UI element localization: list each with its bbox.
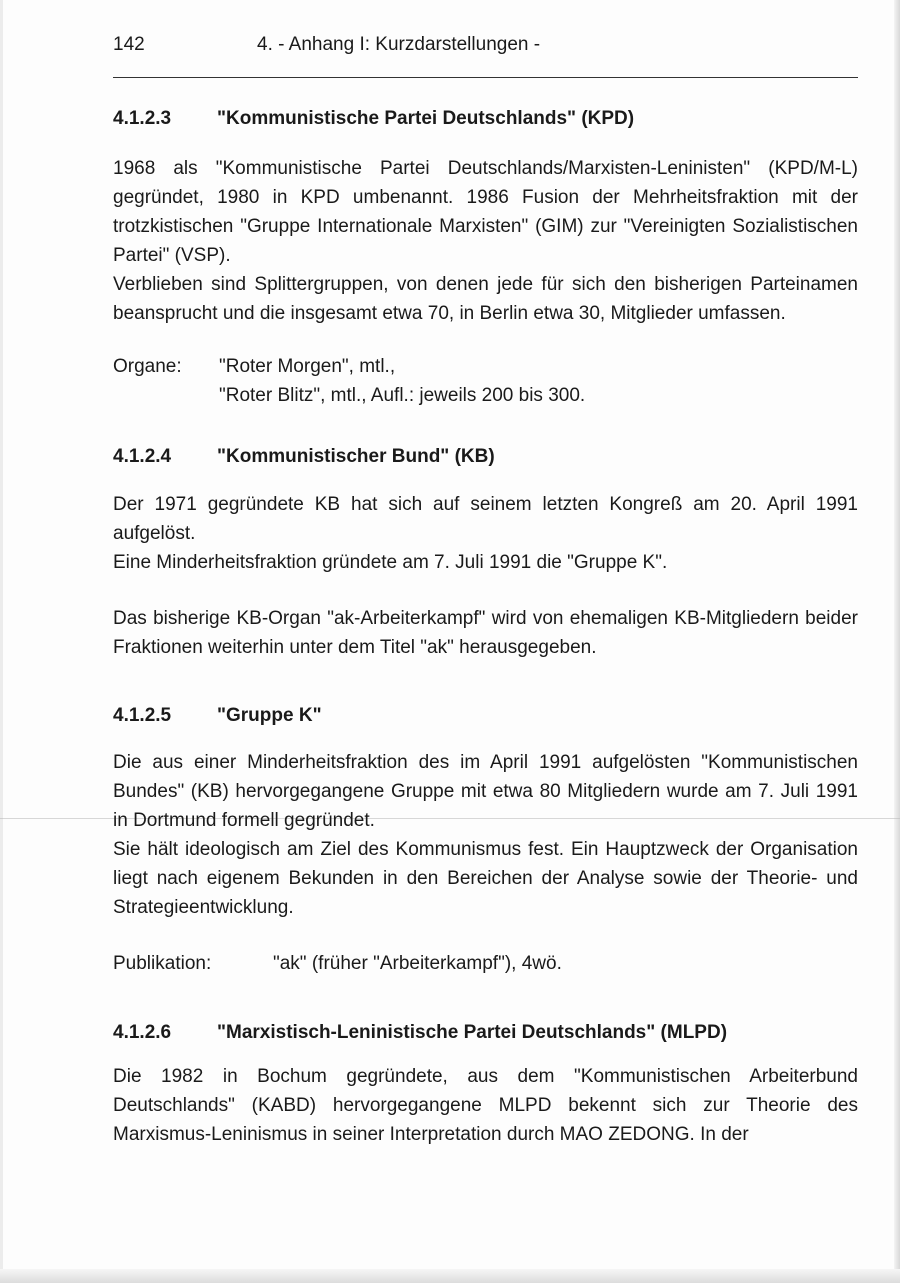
section-heading-gruppe-k [113, 705, 858, 730]
paragraph: Die 1982 in Bochum gegründete, aus dem "Kommunistischen Arbeiterbund Deutschlands" (KABD) hervorgegangene MLPD bekennt sich zur Theorie des Marxismus-Leninismus in seiner Interpretation durch MAO ZEDONG. In der [113, 1066, 858, 1145]
scan-edge-left [0, 0, 3, 1283]
header-rule [113, 77, 858, 78]
section-heading-mlpd [113, 1022, 858, 1047]
section-number: 4.1.2.3 [113, 108, 172, 129]
section-number: 4.1.2.5 [113, 705, 172, 726]
organe-line: "Roter Morgen", mtl., [219, 356, 396, 377]
paragraph: Der 1971 gegründete KB hat sich auf seinem letzten Kongreß am 20. April 1991 aufgelöst. [113, 494, 858, 544]
section-title: "Kommunistischer Bund" (KB) [217, 446, 495, 467]
section-title: "Kommunistische Partei Deutschlands" (KPD) [217, 108, 635, 129]
paragraph: 1968 als "Kommunistische Partei Deutschlands/Marxisten-Leninisten" (KPD/M-L) gegründet, 1980 in KPD umbenannt. 1986 Fusion der Mehrheitsfraktion mit der trotzkistischen "Gruppe Internationale Marxisten" (GIM) zur "Vereinigten Sozialistischen Partei" (VSP). [113, 158, 858, 266]
scan-edge-right [894, 0, 900, 1283]
section-number: 4.1.2.4 [113, 446, 172, 467]
paragraph: Sie hält ideologisch am Ziel des Kommunismus fest. Ein Hauptzweck der Organisation liegt nach eigenem Bekunden in den Bereichen der Analyse sowie der Theorie- und Strategieentwicklung. [113, 839, 858, 918]
publikation-label: Publikation: [113, 953, 212, 974]
organe-label: Organe: [113, 356, 182, 377]
paragraph: Das bisherige KB-Organ "ak-Arbeiterkampf" wird von ehemaligen KB-Mitgliedern beider Fraktionen weiterhin unter dem Titel "ak" herausgegeben. [113, 608, 858, 658]
publikation-block [113, 949, 858, 978]
section-heading-kb [113, 446, 858, 471]
section-title: "Gruppe K" [217, 705, 322, 726]
section-heading-kpd [113, 108, 858, 133]
page-content [113, 108, 858, 1149]
organe-block [113, 352, 858, 410]
scan-edge-bottom [0, 1269, 900, 1283]
running-title: 4. - Anhang I: Kurzdarstellungen - [257, 34, 541, 55]
page-header [113, 30, 858, 64]
section-title: "Marxistisch-Leninistische Partei Deutschlands" (MLPD) [217, 1022, 728, 1043]
paragraph: Verblieben sind Splittergruppen, von denen jede für sich den bisherigen Parteinamen beansprucht und die insgesamt etwa 70, in Berlin etwa 30, Mitglieder umfassen. [113, 274, 858, 324]
publikation-value: "ak" (früher "Arbeiterkampf"), 4wö. [273, 953, 562, 974]
organe-line: "Roter Blitz", mtl., Aufl.: jeweils 200 bis 300. [219, 385, 586, 406]
section-number: 4.1.2.6 [113, 1022, 172, 1043]
paragraph: Eine Minderheitsfraktion gründete am 7. Juli 1991 die "Gruppe K". [113, 552, 668, 573]
paragraph: Die aus einer Minderheitsfraktion des im April 1991 aufgelösten "Kommunistischen Bundes" (KB) hervorgegangene Gruppe mit etwa 80 Mitgliedern wurde am 7. Juli 1991 in Dortmund formell gegründet. [113, 752, 858, 831]
page-number: 142 [113, 34, 145, 55]
